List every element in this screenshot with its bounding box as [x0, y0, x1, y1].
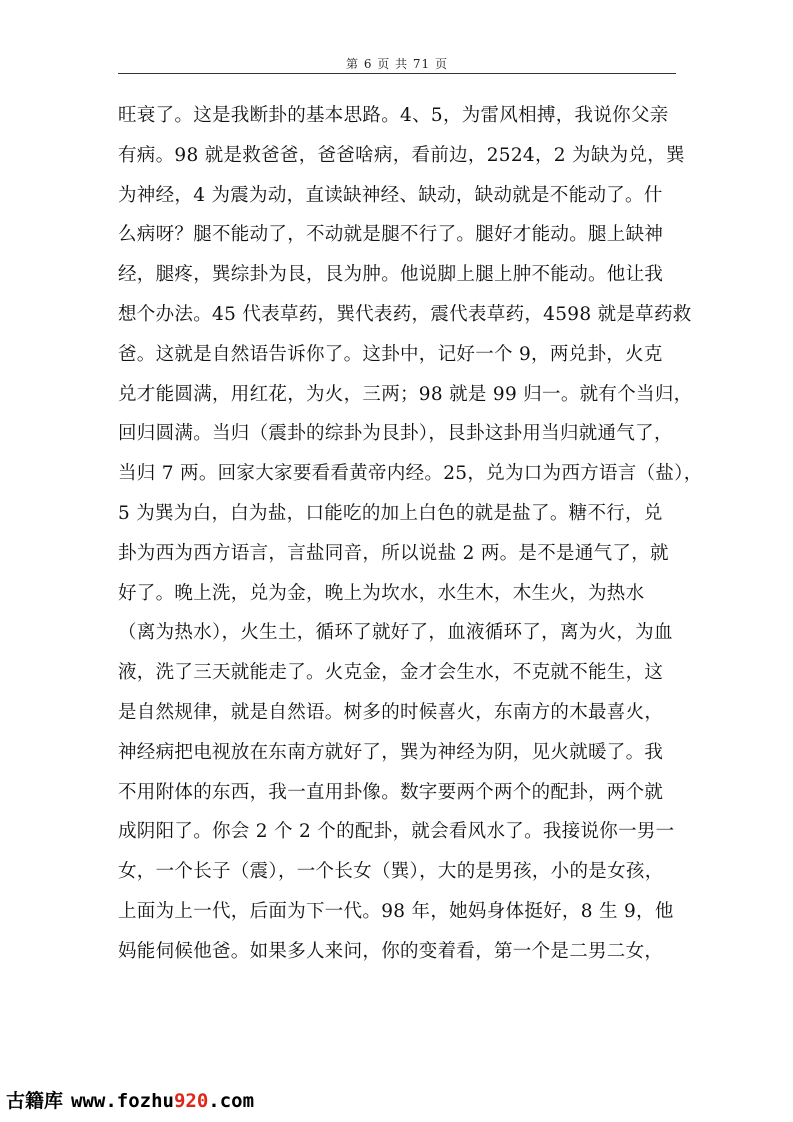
page-number-header: 第 6 页 共 71 页 — [346, 57, 448, 71]
body-line: 当归 7 两。回家大家要看看黄帝内经。25，兑为口为西方语言（盐）， — [118, 463, 703, 485]
body-line: 兑才能圆满，用红花，为火，三两；98 就是 99 归一。就有个当归， — [118, 383, 693, 405]
body-line: 好了。晚上洗，兑为金，晚上为坎水，水生木，木生火，为热水 — [118, 582, 645, 604]
site-watermark — [6, 1086, 254, 1116]
brand-url-digits: 920 — [173, 1090, 209, 1112]
body-line: 为神经，4 为震为动，直读缺神经、缺动，缺动就是不能动了。什 — [118, 184, 663, 206]
body-line: 妈能伺候他爸。如果多人来问，你的变着看，第一个是二男二女， — [118, 940, 664, 962]
body-line: 回归圆满。当归（震卦的综卦为艮卦），艮卦这卦用当归就通气了， — [118, 423, 673, 445]
body-line: 卦为西为西方语言，言盐同音，所以说盐 2 两。是不是通气了，就 — [118, 542, 669, 564]
body-line: 上面为上一代，后面为下一代。98 年，她妈身体挺好，8 生 9，他 — [118, 900, 674, 922]
body-line: 成阴阳了。你会 2 个 2 个的配卦，就会看风水了。我接说你一男一 — [118, 821, 675, 843]
body-line: 有病。98 就是救爸爸，爸爸啥病，看前边，2524，2 为缺为兑，巽 — [118, 144, 685, 166]
body-line: （离为热水），火生土，循环了就好了，血液循环了，离为火，为血 — [118, 622, 673, 644]
body-line: 想个办法。45 代表草药，巽代表药，震代表草药，4598 就是草药救 — [118, 303, 692, 325]
brand-url — [71, 1090, 254, 1112]
body-line: 么病呀？腿不能动了，不动就是腿不行了。腿好才能动。腿上缺神 — [118, 224, 664, 246]
body-line: 不用附体的东西，我一直用卦像。数字要两个两个的配卦，两个就 — [118, 781, 664, 803]
body-line: 是自然规律，就是自然语。树多的时候喜火，东南方的木最喜火， — [118, 701, 664, 723]
header-divider — [118, 73, 676, 74]
body-line: 液，洗了三天就能走了。火克金，金才会生水，不克就不能生，这 — [118, 662, 664, 684]
brand-url-prefix: www.fozhu — [71, 1090, 174, 1112]
document-body — [118, 101, 703, 977]
body-line: 神经病把电视放在东南方就好了，巽为神经为阴，见火就暖了。我 — [118, 741, 664, 763]
body-line: 爸。这就是自然语告诉你了。这卦中，记好一个 9，两兑卦，火克 — [118, 343, 663, 365]
body-line: 5 为巽为白，白为盐，口能吃的加上白色的就是盐了。糖不行，兑 — [118, 502, 663, 524]
brand-name: 古籍库 — [6, 1090, 64, 1112]
body-line: 经，腿疼，巽综卦为艮，艮为肿。他说脚上腿上肿不能动。他让我 — [118, 264, 664, 286]
brand-url-suffix: .com — [208, 1090, 255, 1112]
body-line: 旺衰了。这是我断卦的基本思路。4、5，为雷风相搏，我说你父亲 — [118, 105, 669, 126]
body-line: 女，一个长子（震），一个长女（巽），大的是男孩，小的是女孩， — [118, 861, 664, 883]
